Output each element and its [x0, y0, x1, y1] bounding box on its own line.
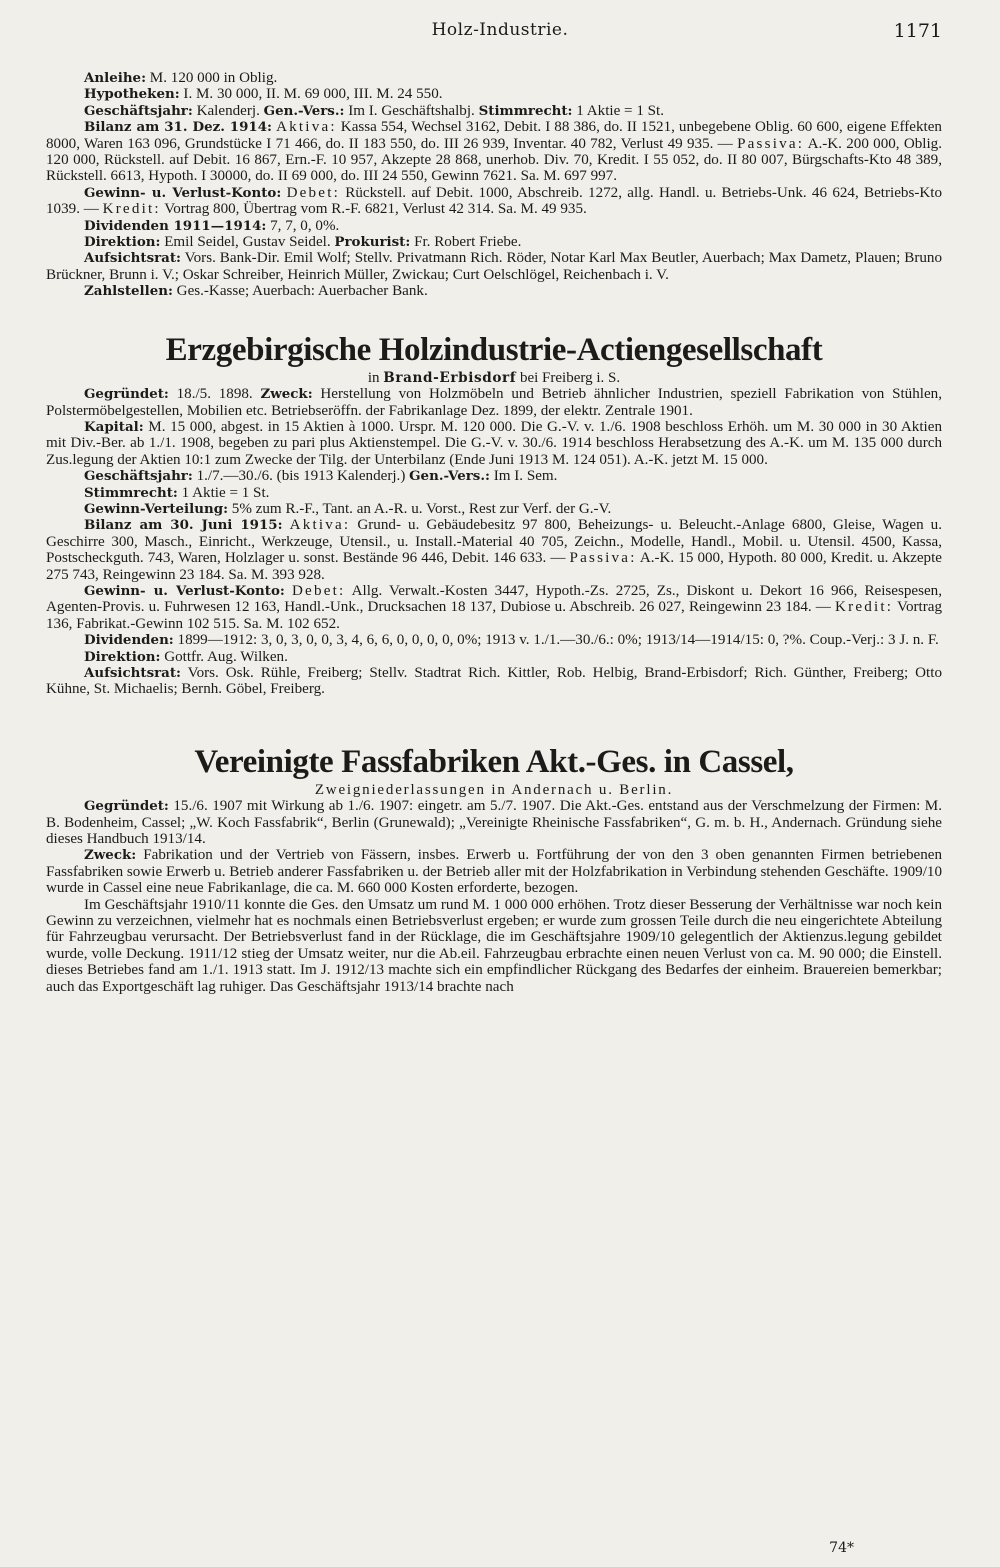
gegruendet-label-3: Gegründet: [84, 798, 169, 815]
hypotheken-label: Hypotheken: [84, 86, 180, 103]
geschaeftsjahr-line [46, 103, 942, 119]
bilanz-passiva-text: A.-K. 200 000, Oblig. 120 000, Rückstell. auf Debit. 16 867, Ern.-F. 10 957, Akzepte 28 868, unerhob. Div. 70, Kredit. I 55 052, do. II 80 007, Bürgschafts-Kto 48 389, Rückstell. 6613, Hypoth. I 30000, do. II 69 000, do. III 24 550, Gewinn 7621. Sa. M. 697 997. [46, 135, 943, 185]
prokurist-text: Fr. Robert Friebe. [410, 234, 522, 251]
bilanz-paragraph-2 [46, 517, 942, 583]
aufsichtsrat-label: Aufsichtsrat: [84, 250, 181, 267]
geschaeftsjahr-text: Kalenderj. [192, 102, 264, 119]
location-place: Brand-Erbisdorf [383, 369, 517, 386]
dividenden-text-2: 1899—1912: 3, 0, 3, 0, 0, 3, 4, 6, 6, 0, 0, 0, 0, 0%; 1913 v. 1./1.—30./6.: 0%; 1913/14—1914/15: 0, ?%. Coup.-Verj.: 3 J. n. F. [173, 632, 939, 649]
hypotheken-line [46, 86, 942, 102]
direktion-line [46, 234, 942, 250]
zweck-label-3: Zweck: [84, 847, 137, 864]
kapital-label: Kapital: [84, 418, 144, 435]
zweck-paragraph-3 [46, 847, 942, 896]
anleihe-line [46, 70, 942, 86]
geschaeftsjahr-line-2 [46, 468, 942, 484]
direktion-label: Direktion: [84, 234, 161, 251]
direktion-text-2: Gottfr. Aug. Wilken. [160, 648, 288, 665]
bilanz-aktiva-text: Kassa 554, Wechsel 3162, Debit. I 88 386, do. II 1521, unbegebene Oblig. 60 600, eigene Effekten 8000, Waren 163 096, Grundstücke I 71 466, do. II 183 550, do. III 26 939, Inventar. 40 782, Verlust 49 935. — [46, 119, 942, 152]
gewinn-verteilung-line [46, 501, 942, 517]
geschaeftsjahr-label-2: Geschäftsjahr: [84, 468, 193, 485]
company-heading-erzgebirgische: Erzgebirgische Holzindustrie-Actiengesellschaft [165, 331, 823, 368]
stimmrecht-text-2: 1 Aktie = 1 St. [177, 484, 270, 501]
bilanz-label: Bilanz am 31. Dez. 1914: [84, 119, 273, 136]
gen-vers-label-2: Gen.-Vers.: [409, 468, 490, 485]
stimmrecht-text: 1 Aktie = 1 St. [572, 102, 665, 119]
gegruendet-paragraph-3 [46, 798, 942, 847]
direktion-line-2 [46, 649, 942, 665]
signature-mark: 74* [829, 1540, 854, 1556]
kapital-paragraph [46, 419, 942, 468]
zweck-text-3: Fabrikation und der Vertrieb von Fässern, insbes. Erwerb u. Fortführung der von den 3 oben genannten Firmen betriebenen Fassfabriken sowie Erwerb u. Betrieb anderer Fassfabriken u. der Betrieb aller mit der Holzfabrikation in Verbindung stehenden Geschäfte. 1909/10 wurde in Cassel eine neue Fabrikanlage, die ca. M. 660 000 Kosten erforderte, bezogen. [46, 847, 942, 897]
bilanz-paragraph [46, 119, 942, 185]
geschaeftsjahr-text-2: 1./7.—30./6. (bis 1913 Kalenderj.) [192, 468, 410, 485]
aktiva-word: Aktiva: [276, 119, 337, 136]
history-paragraph: Im Geschäftsjahr 1910/11 konnte die Ges. den Umsatz um rund M. 1 000 000 erhöhen. Trotz dieser Besserung der Verhältnisse war noch kein Gewinn zu verzeichnen, vielmehr hat es nochmals einen Betriebsverlust ergeben; er wurde zum grossen Teile durch die neu eingerichtete Abteilung für Fahrzeugbau verursacht. Der Betriebsverlust fand in der Rücklage, die im Geschäftsjahre 1909/10 gelegentlich der Aktienzus.legung gebildet wurde, volle Deckung. 1911/12 stieg der Umsatz weiter, nur die Ab.eil. Fahrzeugbau erbrachte einen neuen Verlust von ca. M. 90 000; die Einstell. dieses Betriebes fand am 1./1. 1913 statt. Im J. 1912/13 machte sich ein empfindlicher Rückgang des Bedarfes der einheim. Brauereien bemerkbar; auch das Exportgeschäft lag ruhiger. Das Geschäftsjahr 1913/14 brachte nach [46, 896, 942, 995]
kapital-text: M. 15 000, abgest. in 15 Aktien à 1000. Urspr. M. 120 000. Die G.-V. v. 1./6. 1908 beschloss Erhöh. um M. 30 000 in 30 Aktien mit Div.-Ber. ab 1./1. 1908, begeben zu pari plus Aktienstempel. Die G.-V. v. 30./6. 1914 beschloss Herabsetzung des A.-K. um M. 135 000 durch Zus.legung der Aktien 10:1 zum Zwecke der Tilg. der Unterbilanz (Ende Juni 1913 M. 124 051). A.-K. jetzt M. 15 000. [46, 418, 942, 468]
dividenden-line [46, 218, 942, 234]
gen-vers-text: Im I. Geschäftshalbj. [344, 102, 479, 119]
guv-label-2: Gewinn- u. Verlust-Konto: [84, 582, 285, 599]
branch-line: Zweigniederlassungen in Andernach u. Berlin. [314, 781, 674, 798]
guv-debet-text: Rückstell. auf Debit. 1000, Abschreib. 1272, allg. Handl. u. Betriebs-Unk. 46 624, Betriebs-Kto 1039. — [46, 184, 942, 218]
bilanz-label-2: Bilanz am 30. Juni 1915: [84, 517, 283, 534]
guv-debet-text-2: Allg. Verwalt.-Kosten 3447, Hypoth.-Zs. 2725, Zs., Diskont u. Dekort 16 966, Reisespesen, Agenten-Provis. u. Fuhrwesen 12 163, Handl.-Unk., Drucksachen 18 137, Dubiose u. Abschreib. 26 027, Reingewinn 23 184. — [46, 582, 942, 616]
stimmrecht-line-2 [46, 485, 942, 501]
guv-label: Gewinn- u. Verlust-Konto: [84, 184, 282, 201]
bilanz-passiva-text-2: A.-K. 15 000, Hypoth. 80 000, Kredit. u. Akzepte 275 743, Reingewinn 23 184. Sa. M. 393 928. [46, 550, 942, 583]
gewinn-verteilung-label: Gewinn-Verteilung: [84, 500, 229, 517]
guv-kredit-text: Vortrag 800, Übertrag vom R.-F. 6821, Verlust 42 314. Sa. M. 49 935. [160, 201, 587, 218]
guv-paragraph [46, 185, 942, 218]
aufsichtsrat-label-2: Aufsichtsrat: [84, 665, 181, 681]
gegruendet-text: 18./5. 1898. [168, 386, 261, 403]
gen-vers-text-2: Im I. Sem. [489, 468, 558, 485]
company-heading-vereinigte: Vereinigte Fassfabriken Akt.-Ges. in Cassel, [194, 743, 794, 780]
gen-vers-label: Gen.-Vers.: [263, 102, 345, 119]
zweck-text: Herstellung von Holzmöbeln und Betrieb ähnlicher Industrien, speziell Fabrikation von Stühlen, Polstermöbelgestellen, Mobilien etc. Betriebseröffn. der Fabrikanlage Dez. 1899, der elektr. Zentrale 1901. [46, 386, 942, 419]
running-title: Holz-Industrie. [431, 20, 569, 40]
anleihe-label: Anleihe: [84, 70, 147, 86]
dividenden-label-2: Dividenden: [84, 632, 174, 649]
zweck-label: Zweck: [260, 386, 313, 403]
gegruendet-text-3: 15./6. 1907 mit Wirkung ab 1./6. 1907: eingetr. am 5./7. 1907. Die Akt.-Ges. entstand aus der Verschmelzung der Firmen: M. B. Bodenheim, Cassel; „W. Koch Fassfabrik“, Berlin (Grunewald); „Vereinigte Rheinische Fassfabriken“, G. m. b. H., Andernach. Gründung siehe dieses Handbuch 1913/14. [46, 798, 942, 848]
direktion-label-2: Direktion: [84, 648, 161, 665]
company-location-line [46, 370, 942, 386]
bilanz-aktiva-text-2: Grund- u. Gebäudebesitz 97 800, Beheizungs- u. Beleucht.-Anlage 6800, Gleise, Wagen u. Geschirre 300, Masch., Einricht., Werkzeuge, Utensil., u. Install.-Material 40 705, Zeichn., Modelle, Handl., Mobil. u. Utensil. 4500, Kassa, Postscheckguth. 743, Waren, Holzlager u. sonst. Bestände 96 446, Debit. 146 633. — [46, 517, 942, 567]
stimmrecht-label: Stimmrecht: [478, 102, 573, 119]
aufsichtsrat-paragraph [46, 250, 942, 283]
zahlstellen-text: Ges.-Kasse; Auerbach: Auerbacher Bank. [172, 283, 428, 300]
aufsichtsrat-paragraph-2 [46, 665, 942, 698]
dividenden-text: 7, 7, 0, 0%. [266, 217, 340, 234]
gegruendet-paragraph [46, 386, 942, 419]
aufsichtsrat-text-2: Vors. Osk. Rühle, Freiberg; Stellv. Stadtrat Rich. Kittler, Rob. Helbig, Brand-Erbisdorf; Rich. Günther, Freiberg; Otto Kühne, St. Michaelis; Bernh. Göbel, Freiberg. [46, 665, 942, 698]
location-rest: bei Freiberg i. S. [516, 369, 621, 386]
gewinn-verteilung-text: 5% zum R.-F., Tant. an A.-R. u. Vorst., Rest zur Verf. der G.-V. [228, 500, 612, 517]
dividenden-label: Dividenden 1911—1914: [84, 217, 267, 234]
page-body [46, 70, 942, 995]
hypotheken-text: I. M. 30 000, II. M. 69 000, III. M. 24 550. [179, 86, 443, 103]
anleihe-text: M. 120 000 in Oblig. [146, 70, 278, 86]
direktion-text: Emil Seidel, Gustav Seidel. [160, 234, 335, 251]
dividenden-paragraph-2 [46, 632, 942, 648]
stimmrecht-label-2: Stimmrecht: [84, 484, 178, 501]
aktiva-word-2: Aktiva: [289, 517, 351, 534]
aufsichtsrat-text: Vors. Bank-Dir. Emil Wolf; Stellv. Privatmann Rich. Röder, Notar Karl Max Beutler, Auerbach; Max Dametz, Plauen; Bruno Brückner, Brunn i. V.; Oskar Schreiber, Heinrich Müller, Zwickau; Curt Oelschlögel, Reichenbach i. V. [46, 250, 942, 283]
passiva-word: Passiva: [737, 135, 805, 152]
kredit-word-2: Kredit: [835, 599, 894, 616]
location-in: in [367, 369, 384, 386]
page-number: 1171 [893, 20, 942, 42]
zahlstellen-line [46, 283, 942, 299]
kredit-word: Kredit: [102, 201, 161, 218]
gegruendet-label: Gegründet: [84, 386, 169, 403]
guv-paragraph-2 [46, 583, 942, 632]
passiva-word-2: Passiva: [569, 550, 637, 567]
guv-kredit-text-2: Vortrag 136, Fabrikat.-Gewinn 102 515. Sa. M. 102 652. [46, 599, 943, 632]
page-header [0, 20, 1000, 50]
geschaeftsjahr-label: Geschäftsjahr: [84, 102, 193, 119]
zahlstellen-label: Zahlstellen: [84, 283, 173, 300]
debet-word: Debet: [286, 184, 340, 201]
prokurist-label: Prokurist: [334, 234, 411, 251]
debet-word-2: Debet: [291, 582, 346, 599]
